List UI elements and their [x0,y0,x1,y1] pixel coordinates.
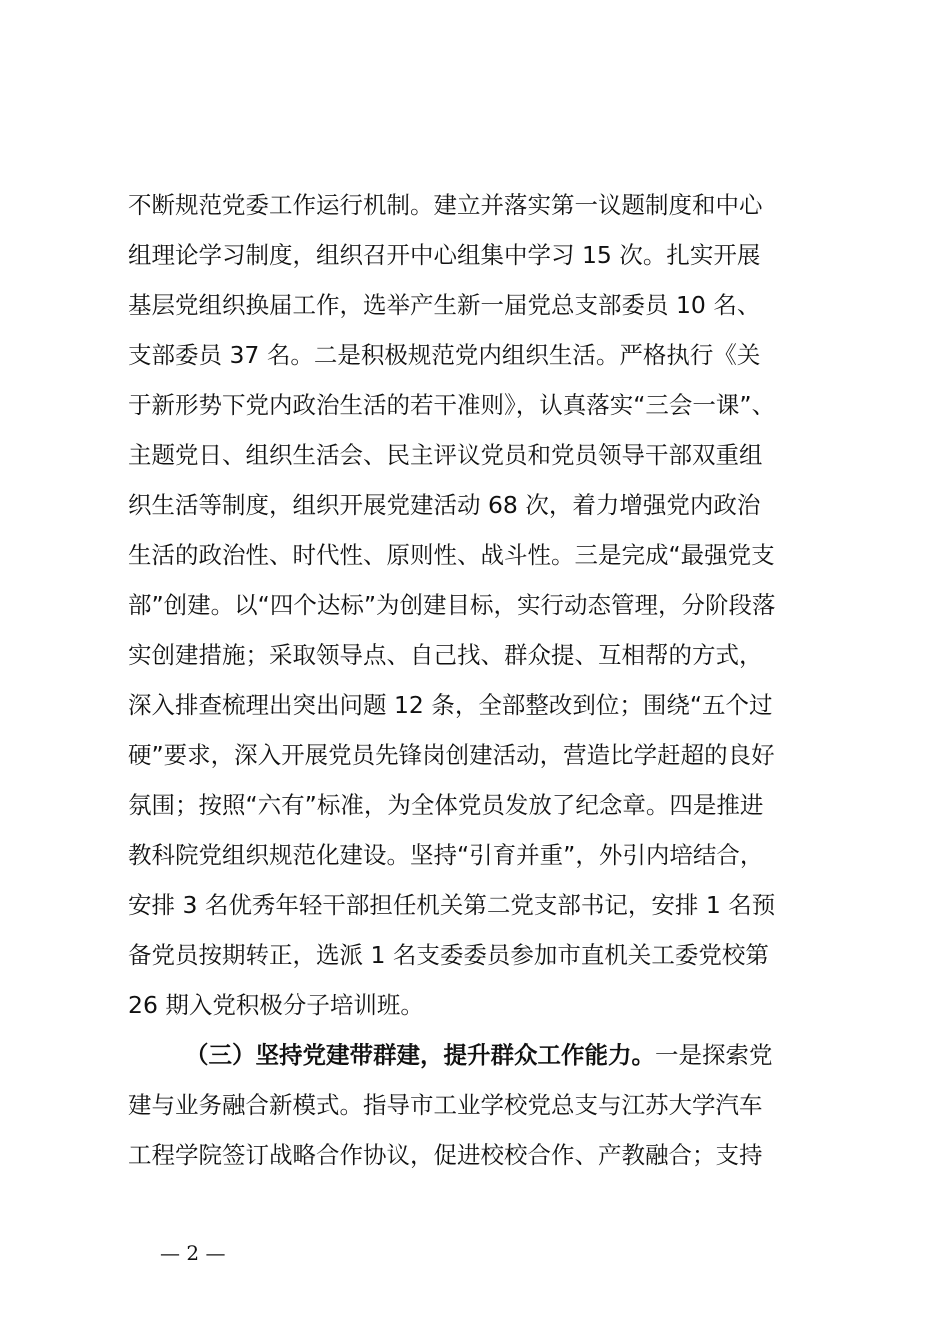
page-number: — 2 — [160,1241,226,1265]
section-first-line-text: 一是探索党 [655,1041,773,1069]
body-line: 织生活等制度，组织开展党建活动 68 次，着力增强党内政治 [128,491,761,519]
body-line: 于新形势下党内政治生活的若干准则》，认真落实“三会一课”、 [128,391,776,419]
body-line: 主题党日、组织生活会、民主评议党员和党员领导干部双重组 [128,441,763,469]
body-line: 26 期入党积极分子培训班。 [128,991,424,1019]
body-line: 安排 3 名优秀年轻干部担任机关第二党支部书记，安排 1 名预 [128,891,776,919]
body-line: 教科院党组织规范化建设。坚持“引育并重”，外引内培结合， [128,841,764,869]
body-line: 不断规范党委工作运行机制。建立并落实第一议题制度和中心 [128,191,763,219]
body-line: 实创建措施；采取领导点、自己找、群众提、互相帮的方式， [128,641,763,669]
body-line: 建与业务融合新模式。指导市工业学校党总支与江苏大学汽车 [128,1091,763,1119]
section-first-line [128,1030,828,1080]
body-line: 组理论学习制度，组织召开中心组集中学习 15 次。扎实开展 [128,241,761,269]
body-line: 基层党组织换届工作，选举产生新一届党总支部委员 10 名、 [128,291,761,319]
body-line: 氛围；按照“六有”标准，为全体党员发放了纪念章。四是推进 [128,791,764,819]
body-line: 支部委员 37 名。二是积极规范党内组织生活。严格执行《关 [128,341,761,369]
body-line: 工程学院签订战略合作协议，促进校校合作、产教融合；支持 [128,1141,763,1169]
body-line: 部”创建。以“四个达标”为创建目标，实行动态管理，分阶段落 [128,591,776,619]
document-body [128,180,828,1180]
body-line: 生活的政治性、时代性、原则性、战斗性。三是完成“最强党支 [128,541,775,569]
body-line: 深入排查梳理出突出问题 12 条，全部整改到位；围绕“五个过 [128,691,773,719]
body-line: 备党员按期转正，选派 1 名支委委员参加市直机关工委党校第 [128,941,769,969]
section-heading: （三）坚持党建带群建，提升群众工作能力。 [185,1041,655,1069]
body-line: 硬”要求，深入开展党员先锋岗创建活动，营造比学赶超的良好 [128,741,775,769]
